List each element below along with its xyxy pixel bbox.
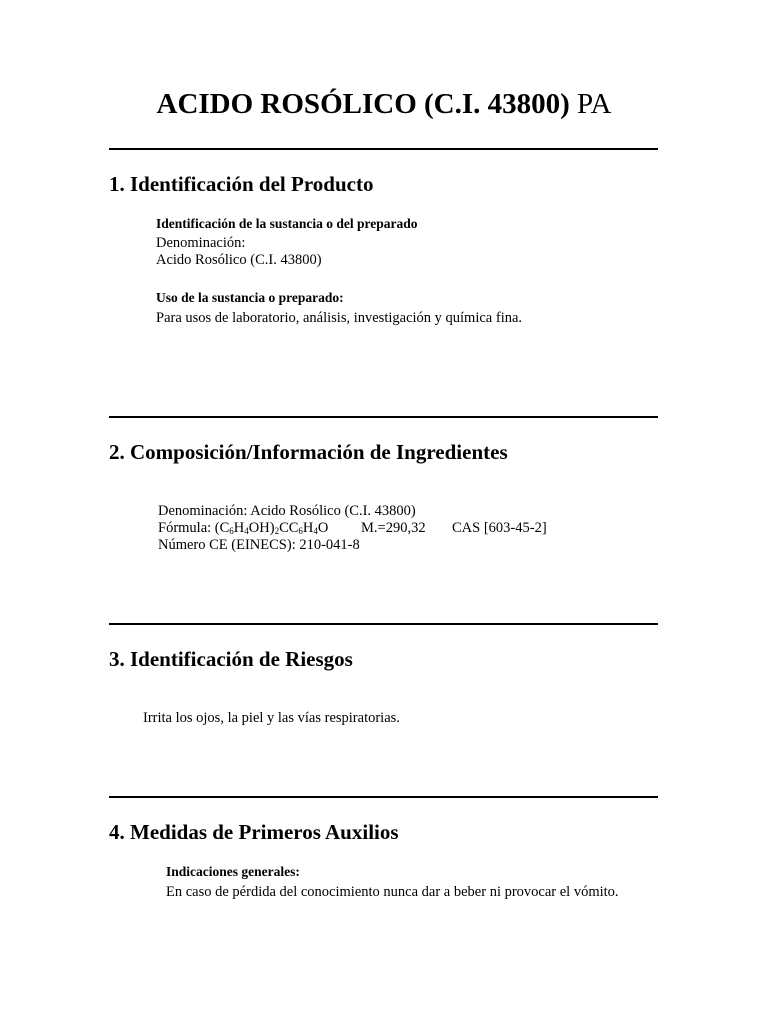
usage-text: Para usos de laboratorio, análisis, investigación y química fina.	[156, 310, 523, 326]
section-divider	[109, 416, 658, 418]
section-2-heading: 2. Composición/Información de Ingredientes	[109, 440, 508, 464]
substance-identification-label: Identificación de la sustancia o del preparado	[156, 216, 418, 231]
section-divider	[109, 796, 658, 798]
usage-label: Uso de la sustancia o preparado:	[156, 290, 344, 305]
section-3-heading: 3. Identificación de Riesgos	[109, 647, 353, 671]
ce-number: Número CE (EINECS): 210-041-8	[158, 537, 360, 553]
composition-formula: Fórmula: $(C_6H_4OH)_2CC_6H_4O$	[158, 520, 329, 536]
composition-denomination: Denominación: Acido Rosólico (C.I. 43800)	[158, 503, 416, 519]
document-title-suffix: PA	[569, 88, 612, 120]
section-divider	[109, 623, 658, 625]
denomination-value: Acido Rosólico (C.I. 43800)	[156, 252, 322, 268]
general-indications-text: En caso de pérdida del conocimiento nunca dar a beber ni provocar el vómito.	[166, 884, 619, 900]
document-title	[0, 86, 768, 122]
section-1-heading: 1. Identificación del Producto	[109, 172, 374, 196]
document-title-main: ACIDO ROSÓLICO (C.I. 43800)	[156, 88, 570, 120]
section-divider	[109, 148, 658, 150]
section-4-heading: 4. Medidas de Primeros Auxilios	[109, 820, 399, 844]
general-indications-label: Indicaciones generales:	[166, 864, 300, 879]
denomination-label: Denominación:	[156, 235, 246, 251]
risk-text: Irrita los ojos, la piel y las vías respiratorias.	[143, 710, 400, 726]
molecular-mass: M.=290,32	[361, 520, 426, 536]
cas-number: CAS [603-45-2]	[452, 520, 547, 536]
